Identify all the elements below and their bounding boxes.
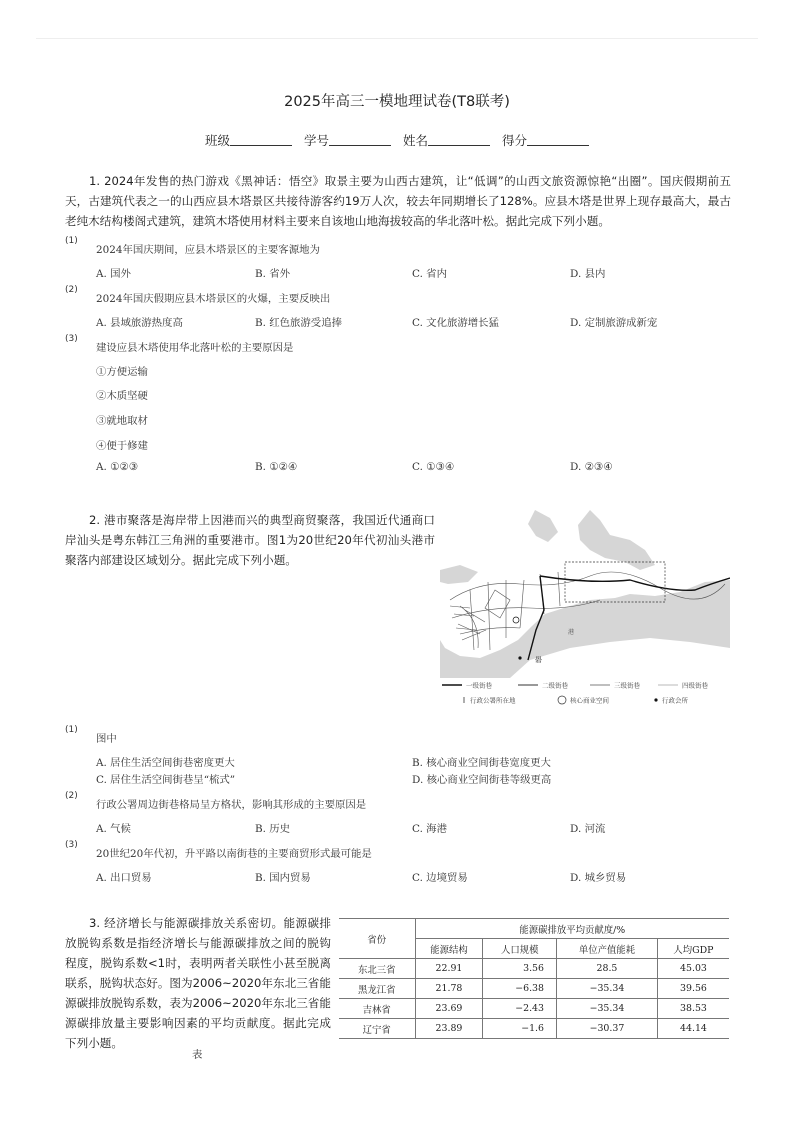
q2-sub3-number: (3) <box>65 840 78 850</box>
q1-sub3-option-c[interactable]: C. ①③④ <box>412 461 455 473</box>
q1-sub1-option-d[interactable]: D. 县内 <box>570 268 606 280</box>
q1-sub2-option-b[interactable]: B. 红色旅游受追捧 <box>255 317 342 329</box>
table-cell: 28.5 <box>556 959 657 979</box>
table-cell: −1.6 <box>483 1019 557 1039</box>
table-cell: −2.43 <box>483 999 557 1019</box>
class-label: 班级 <box>204 133 230 148</box>
table-corner-header: 省份 <box>339 919 415 959</box>
q2-sub2-option-c[interactable]: C. 海港 <box>412 823 447 835</box>
map-island-label: 礐 <box>535 656 542 664</box>
q1-sub1-text: 2024年国庆期间，应县木塔景区的主要客源地为 <box>96 244 320 256</box>
q1-sub3-number: (3) <box>65 334 78 344</box>
table-cell: −35.34 <box>556 999 657 1019</box>
q1-sub3-item-3: ③就地取材 <box>96 415 148 427</box>
table-row-label: 东北三省 <box>339 959 415 979</box>
table-col-header: 能源结构 <box>415 939 483 959</box>
q2-sub1-text: 图中 <box>96 733 117 745</box>
q2-sub3-option-b[interactable]: B. 国内贸易 <box>255 872 311 884</box>
q1-sub1-option-a[interactable]: A. 国外 <box>96 268 131 280</box>
table-row <box>339 1019 729 1039</box>
q1-sub3-option-d[interactable]: D. ②③④ <box>570 461 613 473</box>
legend-core-label: 核心商业空间 <box>570 696 609 705</box>
carbon-contribution-table <box>339 918 729 1039</box>
table-cell: 45.03 <box>657 959 729 979</box>
table-group-header: 能源碳排放平均贡献度/% <box>415 919 729 939</box>
legend-hall-label: 行政会所 <box>662 696 688 705</box>
q2-sub1-number: (1) <box>65 725 78 735</box>
table-row-label: 吉林省 <box>339 999 415 1019</box>
q2-sub2-option-a[interactable]: A. 气候 <box>96 823 131 835</box>
table-caption: 表 <box>192 1049 203 1061</box>
q2-sub1-option-a[interactable]: A. 居住生活空间街巷密度更大 <box>96 757 235 769</box>
q2-sub3-option-c[interactable]: C. 边境贸易 <box>412 872 468 884</box>
table-cell: 23.89 <box>415 1019 483 1039</box>
table-col-header: 单位产值能耗 <box>556 939 657 959</box>
table-col-header: 人口规模 <box>483 939 557 959</box>
table-row <box>339 979 729 999</box>
q1-sub1-option-c[interactable]: C. 省内 <box>412 268 447 280</box>
table-row-label: 黑龙江省 <box>339 979 415 999</box>
legend-level2-label: 二级街巷 <box>542 681 568 690</box>
q2-sub2-option-d[interactable]: D. 河流 <box>570 823 606 835</box>
table-cell: −6.38 <box>483 979 557 999</box>
legend-admin-label: 行政公署所在地 <box>470 696 516 705</box>
table-cell: −30.37 <box>556 1019 657 1039</box>
student-id-field[interactable] <box>304 133 391 148</box>
map-bay-label: 港 <box>568 629 575 636</box>
table-cell: 23.69 <box>415 999 483 1019</box>
class-field[interactable] <box>205 133 292 148</box>
q2-sub3-option-a[interactable]: A. 出口贸易 <box>96 872 152 884</box>
q1-stem: 1. 2024年发售的热门游戏《黑神话：悟空》取景主要为山西古建筑，让“低调”的山西文旅资源惊艳“出圈”。国庆假期前五天，古建筑代表之一的山西应县木塔景区共接待游客约19万人次，较去年同期增长了128%。应县木塔是世界上现存最高大，最古老纯木结构楼阁式建筑，建筑木塔使用材料主要来自该地山地海拔较高的华北落叶松。据此完成下列小题。 <box>65 174 731 228</box>
q2-sub2-number: (2) <box>65 791 78 801</box>
table-cell: 39.56 <box>657 979 729 999</box>
legend-level1-label: 一级街巷 <box>466 681 492 690</box>
table-row <box>339 959 729 979</box>
table-cell: 44.14 <box>657 1019 729 1039</box>
q3-stem: 3. 经济增长与能源碳排放关系密切。能源碳排放脱钩系数是指经济增长与能源碳排放之间的脱钩程度，脱钩系数<1时，表明两者关联性小甚至脱离联系，脱钩状态好。图为2006~2020年东北三省能源碳排放脱钩系数，表为2006~2020年东北三省能源碳排放量主要影响因素的平均贡献度。据此完成下列小题。 <box>65 916 331 1050</box>
q2-sub3-text: 20世纪20年代初，升平路以南街巷的主要商贸形式最可能是 <box>96 848 372 860</box>
map-legend <box>440 678 730 708</box>
table-cell: −35.34 <box>556 979 657 999</box>
q2-sub1-option-c[interactable]: C. 居住生活空间街巷呈“梳式” <box>96 774 236 786</box>
q1-sub2-text: 2024年国庆假期应县木塔景区的火爆，主要反映出 <box>96 293 331 305</box>
q2-stem: 2. 港市聚落是海岸带上因港而兴的典型商贸聚落，我国近代通商口岸汕头是粤东韩江三角洲的重要港市。图1为20世纪20年代初汕头港市聚落内部建设区域划分。据此完成下列小题。 <box>65 513 435 567</box>
table-row <box>339 999 729 1019</box>
q1-sub3-text: 建设应县木塔使用华北落叶松的主要原因是 <box>96 342 294 354</box>
q1-sub2-option-d[interactable]: D. 定制旅游成新宠 <box>570 317 658 329</box>
map-admin-office-marker <box>518 656 521 659</box>
table-cell: 22.91 <box>415 959 483 979</box>
q2-sub2-text: 行政公署周边街巷格局呈方格状，影响其形成的主要原因是 <box>96 799 367 811</box>
q2-sub3-option-d[interactable]: D. 城乡贸易 <box>570 872 627 884</box>
table-cell: 21.78 <box>415 979 483 999</box>
legend-core-swatch <box>558 696 566 704</box>
student-info-fields <box>0 131 794 149</box>
q1-sub3-item-1: ①方便运输 <box>96 366 148 378</box>
q2-sub1-option-b[interactable]: B. 核心商业空间街巷宽度更大 <box>412 757 551 769</box>
shantou-port-map <box>440 510 730 678</box>
name-label: 姓名 <box>402 133 428 148</box>
score-label: 得分 <box>501 133 527 148</box>
page-title: 2025年高三一模地理试卷(T8联考) <box>284 94 510 110</box>
q1-sub3-option-a[interactable]: A. ①②③ <box>96 461 139 473</box>
table-cell: 3.56 <box>483 959 557 979</box>
table-col-header: 人均GDP <box>657 939 729 959</box>
q1-sub2-number: (2) <box>65 285 78 295</box>
score-field[interactable] <box>502 133 589 148</box>
q2-sub2-option-b[interactable]: B. 历史 <box>255 823 291 835</box>
top-divider <box>36 38 758 39</box>
legend-hall-swatch <box>654 698 657 701</box>
legend-level3-label: 三级街巷 <box>614 681 640 690</box>
q1-sub2-option-a[interactable]: A. 县域旅游热度高 <box>96 317 183 329</box>
name-field[interactable] <box>403 133 490 148</box>
q1-sub1-option-b[interactable]: B. 省外 <box>255 268 291 280</box>
legend-level4-label: 四级街巷 <box>682 681 708 690</box>
table-cell: 38.53 <box>657 999 729 1019</box>
student-id-label: 学号 <box>303 133 329 148</box>
q1-sub2-option-c[interactable]: C. 文化旅游增长猛 <box>412 317 499 329</box>
q1-sub3-item-2: ②木质坚硬 <box>96 390 148 402</box>
q2-sub1-option-d[interactable]: D. 核心商业空间街巷等级更高 <box>412 774 552 786</box>
table-row-label: 辽宁省 <box>339 1019 415 1039</box>
q1-sub1-number: (1) <box>65 236 78 246</box>
q1-sub3-option-b[interactable]: B. ①②④ <box>255 461 298 473</box>
q1-sub3-item-4: ④便于修建 <box>96 440 148 452</box>
